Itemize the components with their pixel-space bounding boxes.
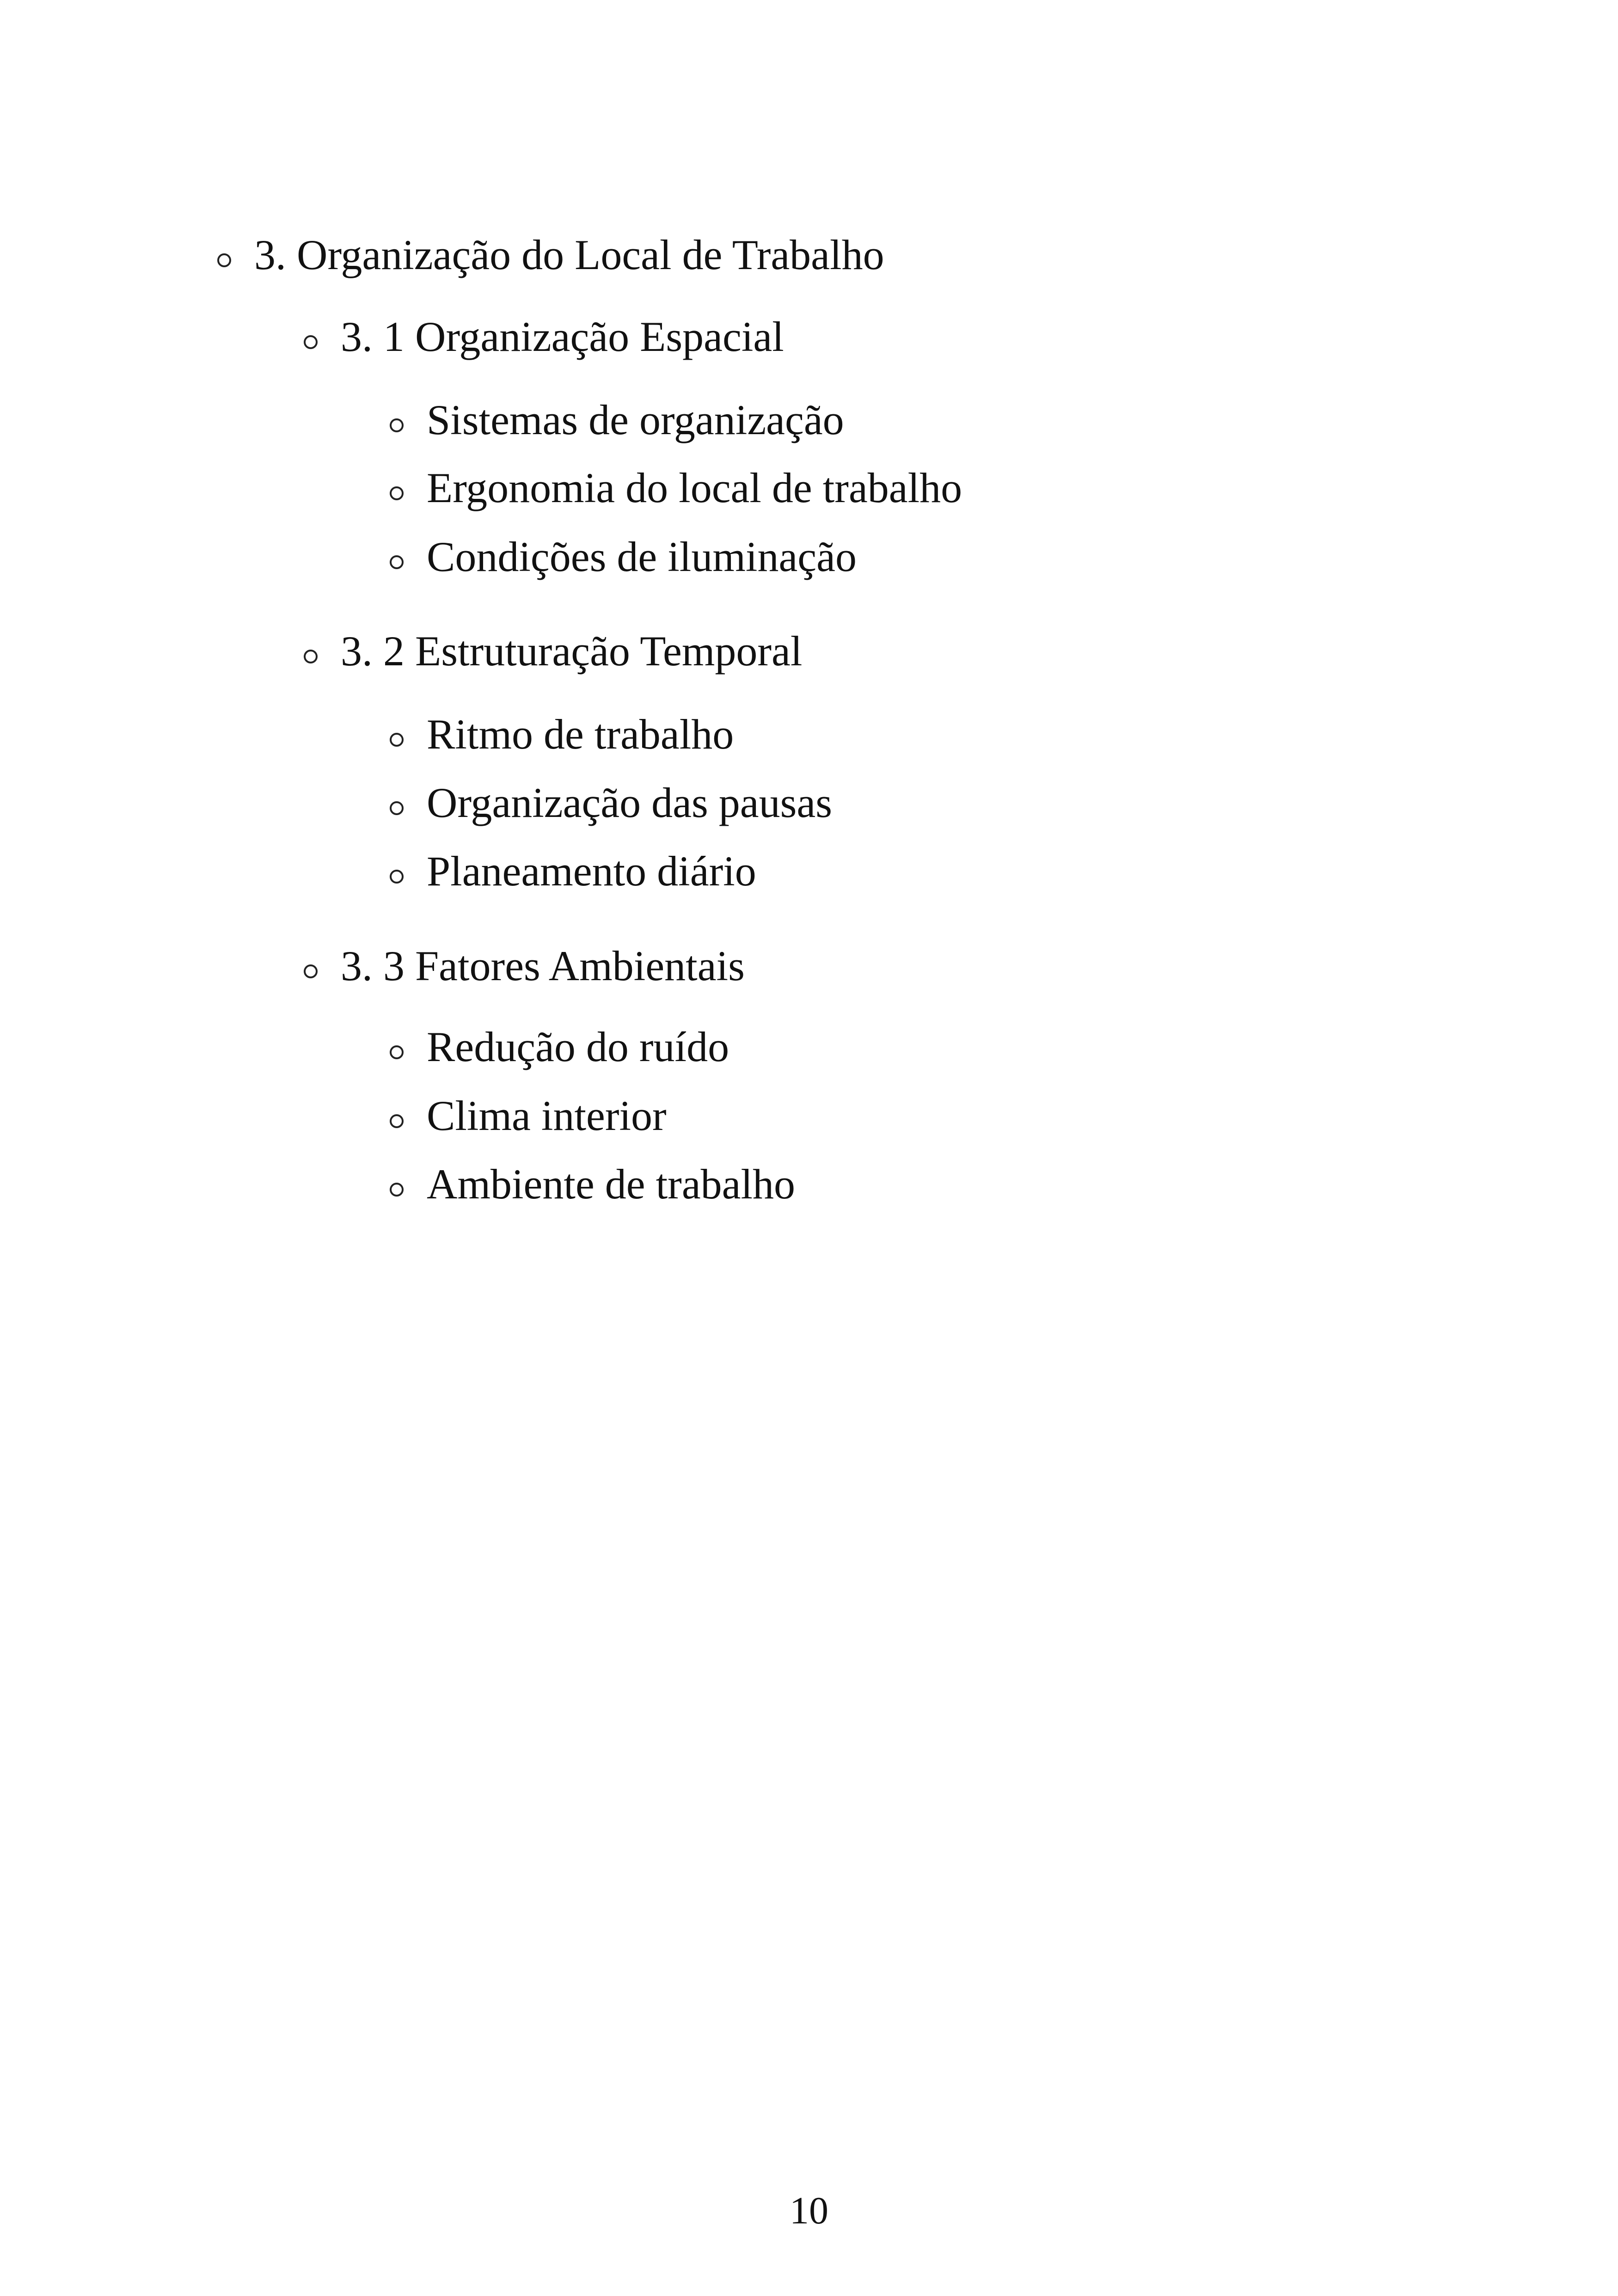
outline-subsection [304,942,745,989]
page-number: 10 [790,2189,828,2232]
hollow-bullet-icon [390,555,404,569]
outline-item [390,535,857,578]
outline-item [390,711,734,758]
outline-subsection [304,315,784,358]
outline-item [390,847,756,895]
outline-item [390,1025,729,1068]
subsection-title: 3. 3 Fatores Ambientais [341,942,745,989]
hollow-bullet-icon [304,650,318,663]
item-label: Sistemas de organização [427,396,844,443]
subsection-title: 3. 1 Organização Espacial [341,313,784,360]
outline-section [217,233,884,276]
outline-item [390,1094,667,1137]
hollow-bullet-icon [390,1183,404,1197]
item-label: Redução do ruído [427,1023,729,1070]
hollow-bullet-icon [390,733,404,747]
hollow-bullet-icon [304,964,318,978]
item-label: Ergonomia do local de trabalho [427,464,962,511]
item-label: Planeamento diário [427,847,756,895]
hollow-bullet-icon [217,253,231,267]
hollow-bullet-icon [390,418,404,432]
item-label: Ritmo de trabalho [427,711,734,758]
item-label: Ambiente de trabalho [427,1160,796,1208]
hollow-bullet-icon [390,801,404,815]
hollow-bullet-icon [390,1114,404,1128]
section-title: 3. Organização do Local de Trabalho [254,231,884,278]
item-label: Organização das pausas [427,779,833,826]
outline-subsection [304,627,803,675]
item-label: Clima interior [427,1092,667,1139]
hollow-bullet-icon [390,870,404,884]
item-label: Condições de iluminação [427,533,857,580]
hollow-bullet-icon [390,486,404,500]
hollow-bullet-icon [304,335,318,349]
subsection-title: 3. 2 Estruturação Temporal [341,627,803,675]
outline-item [390,464,962,511]
outline-item [390,396,844,443]
outline-item [390,781,832,824]
hollow-bullet-icon [390,1045,404,1059]
outline-item [390,1160,796,1208]
